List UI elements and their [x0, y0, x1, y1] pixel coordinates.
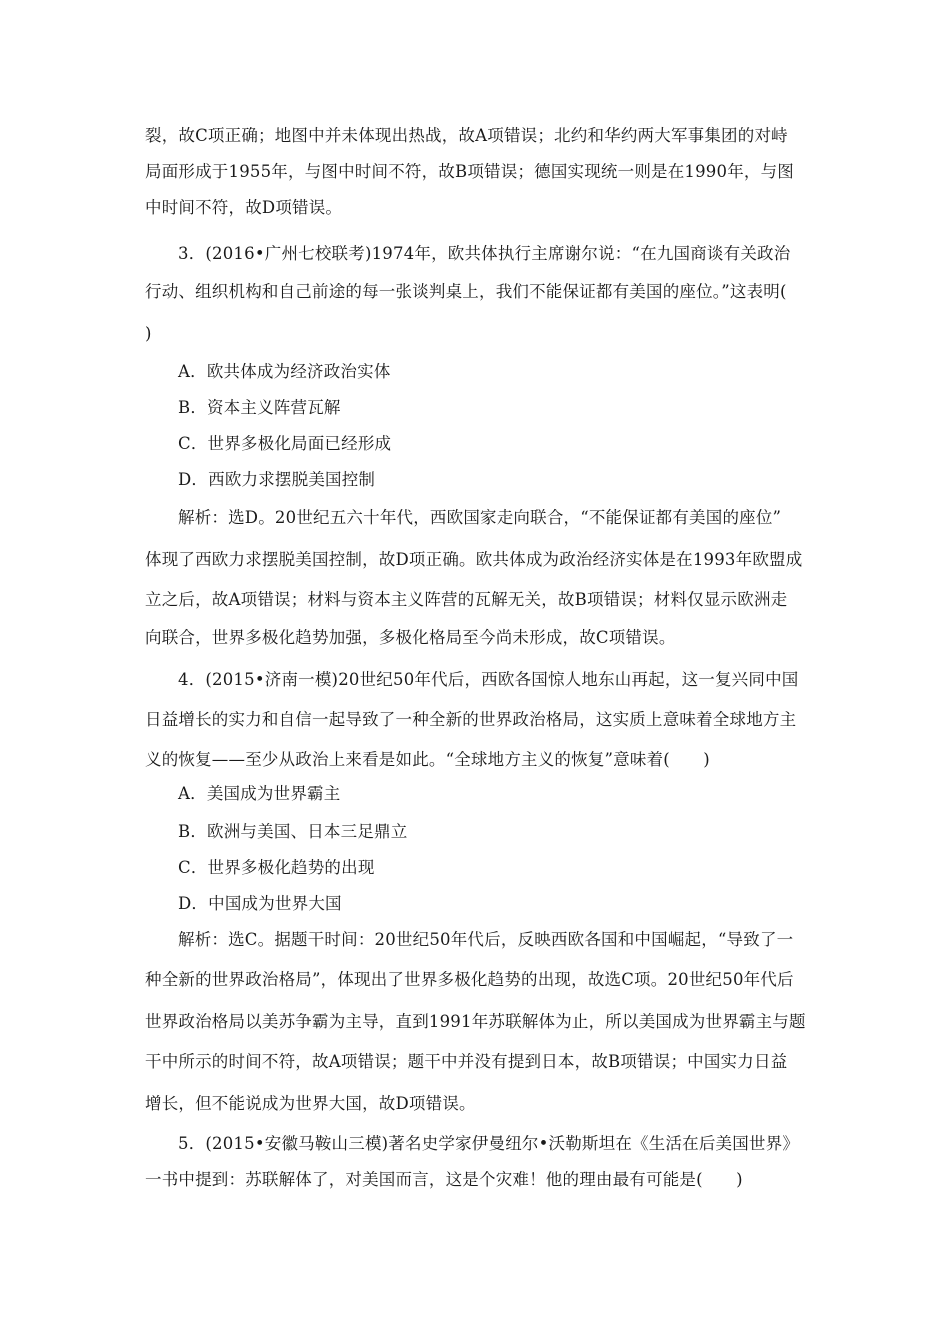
- text-line: 干中所示的时间不符，故A项错误；题干中并没有提到日本，故B项错误；中国实力日益: [145, 1052, 788, 1071]
- analysis-3: 解析：选D。20世纪五六十年代，西欧国家走向联合，“不能保证都有美国的座位”: [178, 508, 782, 527]
- text-line: 裂，故C项正确；地图中并未体现出热战，故A项错误；北约和华约两大军事集团的对峙: [145, 126, 788, 145]
- option-d: D．中国成为世界大国: [178, 894, 342, 913]
- text-line: 一书中提到：苏联解体了，对美国而言，这是个灾难！他的理由最有可能是( ): [145, 1170, 743, 1189]
- option-b: B．资本主义阵营瓦解: [178, 398, 341, 417]
- analysis-4: 解析：选C。据题干时间：20世纪50年代后，反映西欧各国和中国崛起，“导致了一: [178, 930, 794, 949]
- text-line: 立之后，故A项错误；材料与资本主义阵营的瓦解无关，故B项错误；材料仅显示欧洲走: [145, 590, 788, 609]
- option-a: A．欧共体成为经济政治实体: [178, 362, 391, 381]
- text-line: 义的恢复——至少从政治上来看是如此。“全球地方主义的恢复”意味着( ): [145, 750, 710, 769]
- text-line: 行动、组织机构和自己前途的每一张谈判桌上，我们不能保证都有美国的座位。”这表明(: [145, 282, 787, 301]
- text-line: 增长，但不能说成为世界大国，故D项错误。: [145, 1094, 476, 1113]
- text-line: 体现了西欧力求摆脱美国控制，故D项正确。欧共体成为政治经济实体是在1993年欧盟成: [145, 550, 803, 569]
- option-d: D．西欧力求摆脱美国控制: [178, 470, 376, 489]
- option-c: C．世界多极化局面已经形成: [178, 434, 392, 453]
- option-c: C．世界多极化趋势的出现: [178, 858, 375, 877]
- text-line: 局面形成于1955年，与图中时间不符，故B项错误；德国实现统一则是在1990年，与图: [145, 162, 795, 181]
- answer-paren: ): [145, 324, 152, 343]
- option-b: B．欧洲与美国、日本三足鼎立: [178, 822, 408, 841]
- text-line: 种全新的世界政治格局”，体现出了世界多极化趋势的出现，故选C项。20世纪50年代后: [145, 970, 794, 989]
- question-3-stem: 3．(2016•广州七校联考)1974年，欧共体执行主席谢尔说：“在九国商谈有关政治: [178, 244, 791, 263]
- text-line: 中时间不符，故D项错误。: [145, 198, 343, 217]
- text-line: 日益增长的实力和自信一起导致了一种全新的世界政治格局，这实质上意味着全球地方主: [145, 710, 797, 729]
- question-5-stem: 5．(2015•安徽马鞍山三模)著名史学家伊曼纽尔•沃勒斯坦在《生活在后美国世界》: [178, 1134, 800, 1153]
- text-line: 向联合，世界多极化趋势加强，多极化格局至今尚未形成，故C项错误。: [145, 628, 676, 647]
- question-4-stem: 4．(2015•济南一模)20世纪50年代后，西欧各国惊人地东山再起，这一复兴同中国: [178, 670, 799, 689]
- text-line: 世界政治格局以美苏争霸为主导，直到1991年苏联解体为止，所以美国成为世界霸主与题: [145, 1012, 806, 1031]
- option-a: A．美国成为世界霸主: [178, 784, 341, 803]
